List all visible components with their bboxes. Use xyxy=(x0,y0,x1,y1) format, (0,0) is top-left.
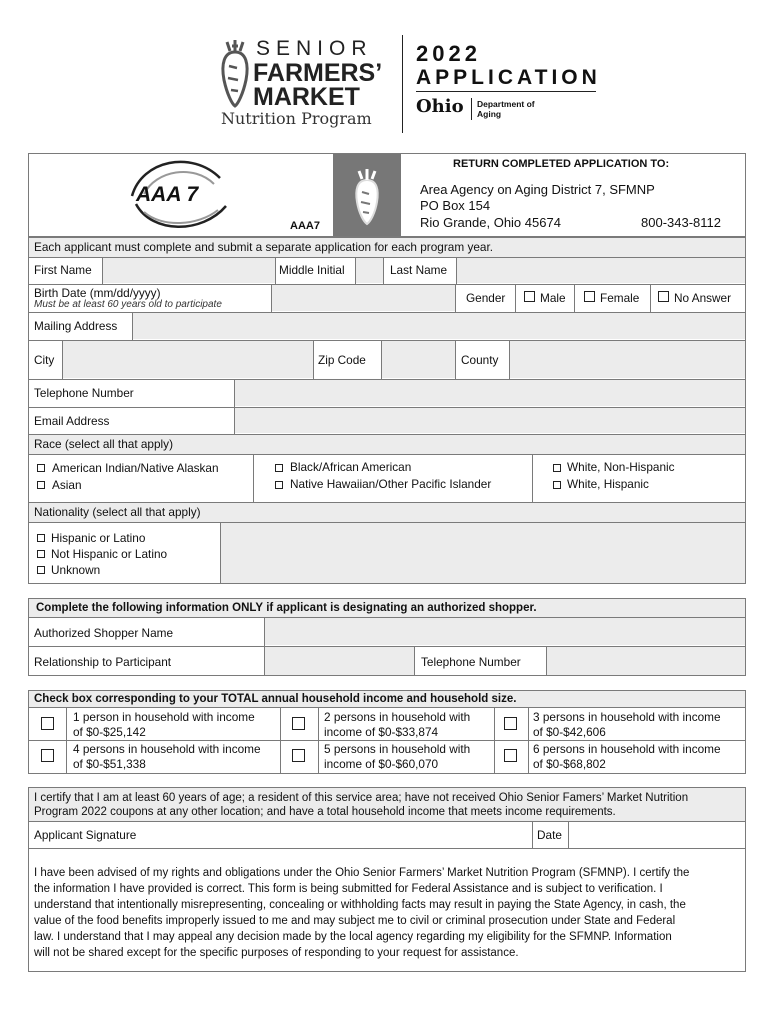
income-6-persons-checkbox[interactable] xyxy=(504,749,517,762)
aaa7-logo-text: AAA 7 xyxy=(136,183,199,206)
gender-female-checkbox[interactable] xyxy=(584,291,595,302)
income-3-persons-checkbox[interactable] xyxy=(504,717,517,730)
income-2-persons-checkbox[interactable] xyxy=(292,717,305,730)
return-address-line2: PO Box 154 xyxy=(420,198,491,213)
income-1-line2: of $0-$25,142 xyxy=(73,725,146,739)
income-4-line1: 4 persons in household with income xyxy=(73,742,261,756)
gender-no-answer-label: No Answer xyxy=(674,291,732,305)
gender-no-answer-checkbox[interactable] xyxy=(658,291,669,302)
nationality-not-hispanic-label: Not Hispanic or Latino xyxy=(51,547,168,561)
relationship-label: Relationship to Participant xyxy=(34,655,172,669)
nationality-not-hispanic-checkbox[interactable] xyxy=(37,550,45,558)
race-white-hispanic-label: White, Hispanic xyxy=(567,477,649,491)
gender-label: Gender xyxy=(466,291,506,305)
gender-male-label: Male xyxy=(540,291,566,305)
city-label: City xyxy=(34,353,55,367)
return-heading: RETURN COMPLETED APPLICATION TO: xyxy=(453,158,670,170)
race-heading: Race (select all that apply) xyxy=(34,437,174,451)
city-field[interactable] xyxy=(63,341,313,378)
county-label: County xyxy=(461,353,499,367)
race-american-indian-checkbox[interactable] xyxy=(37,464,45,472)
income-1-person-checkbox[interactable] xyxy=(41,717,54,730)
logo-market: MARKET xyxy=(253,83,360,111)
income-5-line2: income of $0-$60,070 xyxy=(324,757,439,771)
middle-initial-label: Middle Initial xyxy=(279,263,345,277)
middle-initial-field[interactable] xyxy=(356,258,383,283)
race-asian-checkbox[interactable] xyxy=(37,481,45,489)
race-white-non-hispanic-checkbox[interactable] xyxy=(553,464,561,472)
dept-line2: Aging xyxy=(477,109,502,119)
first-name-field[interactable] xyxy=(103,258,275,283)
aaa7-label: AAA7 xyxy=(290,220,320,232)
last-name-field[interactable] xyxy=(457,258,745,283)
race-pacific-islander-label: Native Hawaiian/Other Pacific Islander xyxy=(290,477,492,491)
income-3-line2: of $0-$42,606 xyxy=(533,725,606,739)
nationality-unknown-checkbox[interactable] xyxy=(37,566,45,574)
logo-nutrition-program: Nutrition Program xyxy=(221,109,372,128)
birth-date-field[interactable] xyxy=(272,285,455,311)
first-name-label: First Name xyxy=(34,263,92,277)
race-pacific-islander-checkbox[interactable] xyxy=(275,481,283,489)
gender-female-label: Female xyxy=(600,291,640,305)
header-year: 2022 xyxy=(416,41,481,66)
income-1-line1: 1 person in household with income xyxy=(73,710,255,724)
nationality-hispanic-label: Hispanic or Latino xyxy=(51,531,146,545)
rights-line-6: will not be shared except for the specific purposes of responding to your request for assistance. xyxy=(34,947,519,959)
header-application: APPLICATION xyxy=(416,66,601,89)
logo-farmers: FARMERS’ xyxy=(253,59,383,87)
rights-line-2: the information I have provided is correct. This form is being submitted for Federal Assistance and is subject to verification. I xyxy=(34,883,663,895)
nationality-hispanic-checkbox[interactable] xyxy=(37,534,45,542)
race-black-checkbox[interactable] xyxy=(275,464,283,472)
rights-line-1: I have been advised of my rights and obligations under the Ohio Senior Farmers’ Market Nutrition Program (SFMNP). I certify the xyxy=(34,867,690,879)
zip-code-label: Zip Code xyxy=(318,353,366,367)
income-5-line1: 5 persons in household with xyxy=(324,742,471,756)
nationality-heading: Nationality (select all that apply) xyxy=(34,505,201,519)
zip-code-field[interactable] xyxy=(382,341,455,378)
certify-line1: I certify that I am at least 60 years of age; a resident of this service area; have not received Ohio Senior Famers’ Market Nutrition xyxy=(34,792,689,804)
header-underline xyxy=(416,91,596,92)
rights-line-4: value of the food benefits improperly issued to me and may subject me to civil or criminal prosecution under State and Federal xyxy=(34,915,676,927)
race-black-label: Black/African American xyxy=(290,460,412,474)
last-name-label: Last Name xyxy=(390,263,448,277)
income-6-line1: 6 persons in household with income xyxy=(533,742,721,756)
shopper-name-label: Authorized Shopper Name xyxy=(34,626,174,640)
return-address-line1: Area Agency on Aging District 7, SFMNP xyxy=(420,182,655,197)
birth-date-note: Must be at least 60 years old to participate xyxy=(34,299,222,310)
nationality-blank-area xyxy=(221,523,745,583)
nationality-unknown-label: Unknown xyxy=(51,563,101,577)
rights-line-3: understand that intentionally misrepresenting, concealing or withholding facts may result in paying the State Agency, in cash, the xyxy=(34,899,686,911)
relationship-field[interactable] xyxy=(265,647,414,675)
income-3-line1: 3 persons in household with income xyxy=(533,710,721,724)
race-white-non-hispanic-label: White, Non-Hispanic xyxy=(567,460,675,474)
shopper-telephone-label: Telephone Number xyxy=(421,655,521,669)
ohio-divider xyxy=(471,98,472,120)
rights-line-5: law. I understand that I may appeal any decision made by the local agency regarding my eligibility for the SFMNP. Information xyxy=(34,931,672,943)
income-4-persons-checkbox[interactable] xyxy=(41,749,54,762)
signature-label: Applicant Signature xyxy=(34,828,137,842)
race-asian-label: Asian xyxy=(52,478,82,492)
certify-line2: Program 2022 coupons at any other location; and have a total household income that meets income requirements. xyxy=(34,806,616,818)
carrot-icon xyxy=(218,38,252,108)
return-phone: 800-343-8112 xyxy=(641,215,721,230)
income-6-line2: of $0-$68,802 xyxy=(533,757,606,771)
gender-male-checkbox[interactable] xyxy=(524,291,535,302)
income-2-line2: income of $0-$33,874 xyxy=(324,725,439,739)
shopper-name-field[interactable] xyxy=(265,618,745,645)
telephone-label: Telephone Number xyxy=(34,386,134,400)
dept-line1: Department of xyxy=(477,99,535,109)
income-2-line1: 2 persons in household with xyxy=(324,710,471,724)
county-field[interactable] xyxy=(510,341,745,378)
shopper-telephone-field[interactable] xyxy=(547,647,745,675)
telephone-field[interactable] xyxy=(235,380,745,406)
ohio-logo: Ohio xyxy=(416,96,464,117)
income-4-line2: of $0-$51,338 xyxy=(73,757,146,771)
email-label: Email Address xyxy=(34,414,110,428)
shopper-heading: Complete the following information ONLY if applicant is designating an authorized shopper. xyxy=(36,602,537,614)
income-5-persons-checkbox[interactable] xyxy=(292,749,305,762)
race-white-hispanic-checkbox[interactable] xyxy=(553,481,561,489)
return-address-line3: Rio Grande, Ohio 45674 xyxy=(420,215,561,230)
mailing-address-field[interactable] xyxy=(133,313,745,339)
applicant-notice: Each applicant must complete and submit a separate application for each program year. xyxy=(34,240,494,254)
email-field[interactable] xyxy=(235,408,745,433)
carrot-logo-icon xyxy=(351,166,383,226)
income-heading: Check box corresponding to your TOTAL annual household income and household size. xyxy=(34,693,517,705)
date-label: Date xyxy=(537,828,562,842)
race-american-indian-label: American Indian/Native Alaskan xyxy=(52,461,219,475)
header-divider xyxy=(402,35,403,133)
logo-senior: SENIOR xyxy=(256,37,373,60)
birth-date-label: Birth Date (mm/dd/yyyy) xyxy=(34,286,161,300)
mailing-address-label: Mailing Address xyxy=(34,319,118,333)
